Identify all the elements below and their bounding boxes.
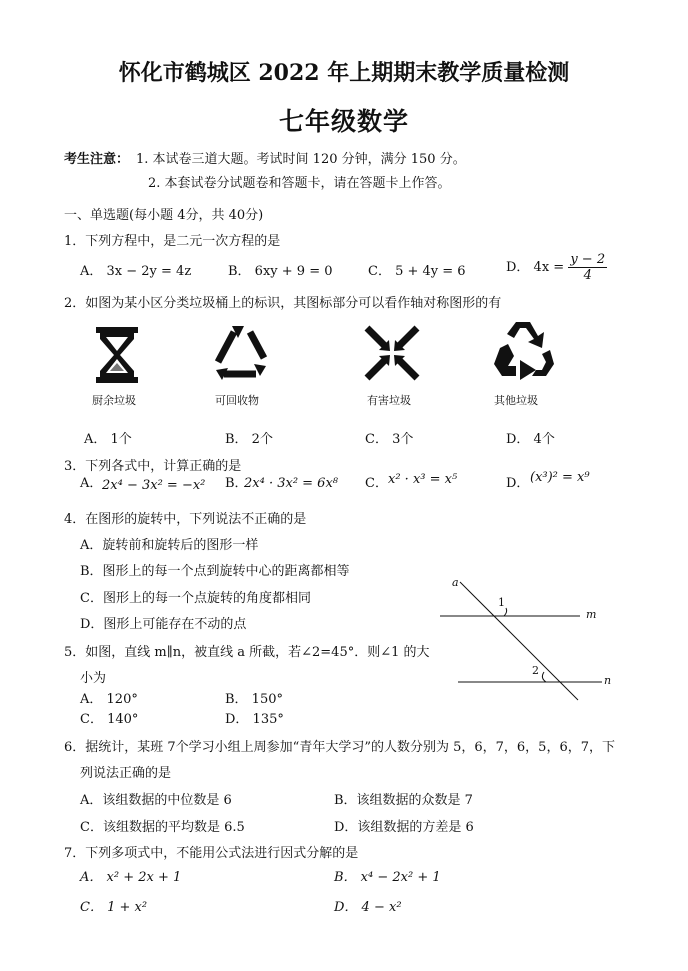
q7-option-c: C． 1 + x² xyxy=(80,900,148,915)
icon-caption-recyclable: 可回收物 xyxy=(215,394,259,407)
q3-option-c: x² · x³ = x⁵ xyxy=(388,472,458,487)
q4-option-a: A．旋转前和旋转后的图形一样 xyxy=(80,538,259,553)
icon-caption-kitchen: 厨余垃圾 xyxy=(92,394,136,407)
q2-option-a: A． 1个 xyxy=(84,432,132,447)
q5-option-a: A． 120° xyxy=(80,692,138,707)
subject-title: 七年级数学 xyxy=(278,107,409,136)
q2-option-d: D． 4个 xyxy=(506,432,555,447)
q1-fraction-numerator: y − 2 xyxy=(570,252,606,267)
icon-caption-hazardous: 有害垃圾 xyxy=(367,394,411,407)
q5-stem-line-1: 5．如图，直线 m∥n，被直线 a 所截，若∠2=45°．则∠1 的大 xyxy=(64,645,430,660)
q1-option-c: C． 5 + 4y = 6 xyxy=(368,264,466,279)
parallel-lines-figure xyxy=(440,572,620,702)
q2-stem: 2．如图为某小区分类垃圾桶上的标识，其图标部分可以看作轴对称图形的有 xyxy=(64,296,502,311)
q3-option-b: 2x⁴ · 3x² = 6x⁸ xyxy=(244,476,338,491)
recycle-triangle-icon xyxy=(210,322,272,382)
notice-label: 考生注意： xyxy=(64,152,130,167)
notice-line-2: 2. 本套试卷分试题卷和答题卡，请在答题卡上作答。 xyxy=(148,176,451,191)
q7-option-a: A． x² + 2x + 1 xyxy=(80,870,182,885)
q4-option-b: B．图形上的每一个点到旋转中心的距离都相等 xyxy=(80,564,350,579)
cross-arrows-icon xyxy=(363,324,421,382)
q3-option-c-label: C． xyxy=(365,476,388,491)
q3-option-a-label: A． xyxy=(80,476,103,491)
q4-stem: 4．在图形的旋转中，下列说法不正确的是 xyxy=(64,512,307,527)
q2-option-b: B． 2个 xyxy=(225,432,273,447)
q4-option-d: D．图形上可能存在不动的点 xyxy=(80,617,247,632)
q1-option-d xyxy=(506,252,607,283)
q1-option-a: A． 3x − 2y = 4z xyxy=(80,264,192,279)
q6-option-a: A．该组数据的中位数是 6 xyxy=(80,793,232,808)
q6-option-c: C．该组数据的平均数是 6.5 xyxy=(80,820,245,835)
figure-label-2: 2 xyxy=(532,664,539,677)
q1-option-b: B． 6xy + 9 = 0 xyxy=(228,264,333,279)
q3-stem: 3．下列各式中，计算正确的是 xyxy=(64,459,242,474)
icon-caption-other: 其他垃圾 xyxy=(494,394,538,407)
q1-stem: 1．下列方程中，是二元一次方程的是 xyxy=(64,234,281,249)
q6-stem-line-2: 列说法正确的是 xyxy=(80,766,172,781)
q7-option-d: D． 4 − x² xyxy=(334,900,402,915)
q3-option-d: (x³)² = x⁹ xyxy=(530,470,590,485)
notice-line-1: 1. 本试卷三道大题。考试时间 120 分钟，满分 150 分。 xyxy=(136,152,466,167)
recycle-arrows-icon xyxy=(490,318,556,386)
q4-option-c: C．图形上的每一个点旋转的角度都相同 xyxy=(80,591,311,606)
q1-option-d-fraction xyxy=(568,252,607,283)
figure-label-m: m xyxy=(586,608,597,621)
q1-option-d-prefix: D． 4x = xyxy=(506,260,565,275)
hourglass-icon xyxy=(90,325,144,385)
figure-label-1: 1 xyxy=(498,596,505,609)
q2-option-c: C． 3个 xyxy=(365,432,414,447)
q6-option-b: B．该组数据的众数是 7 xyxy=(334,793,473,808)
q5-stem-line-2: 小为 xyxy=(80,671,107,686)
q6-stem-line-1: 6．据统计，某班 7个学习小组上周参加“青年大学习”的人数分别为 5，6，7，6，5，6，7，下 xyxy=(64,740,615,755)
q5-option-d: D． 135° xyxy=(225,712,284,727)
q6-option-d: D．该组数据的方差是 6 xyxy=(334,820,474,835)
q5-option-c: C． 140° xyxy=(80,712,139,727)
q3-option-d-label: D． xyxy=(506,476,530,491)
q3-option-b-label: B． xyxy=(225,476,248,491)
q7-option-b: B． x⁴ − 2x² + 1 xyxy=(334,870,441,885)
q1-fraction-denominator: 4 xyxy=(583,268,592,283)
q5-option-b: B． 150° xyxy=(225,692,283,707)
figure-label-a: a xyxy=(452,576,459,589)
exam-title: 怀化市鹤城区 2022 年上期期末教学质量检测 xyxy=(118,60,570,86)
q7-stem: 7．下列多项式中，不能用公式法进行因式分解的是 xyxy=(64,846,359,861)
q3-option-a: 2x⁴ − 3x² = −x² xyxy=(102,478,206,493)
figure-label-n: n xyxy=(604,674,612,687)
section-heading: 一、单选题(每小题 4分，共 40分) xyxy=(64,208,264,223)
